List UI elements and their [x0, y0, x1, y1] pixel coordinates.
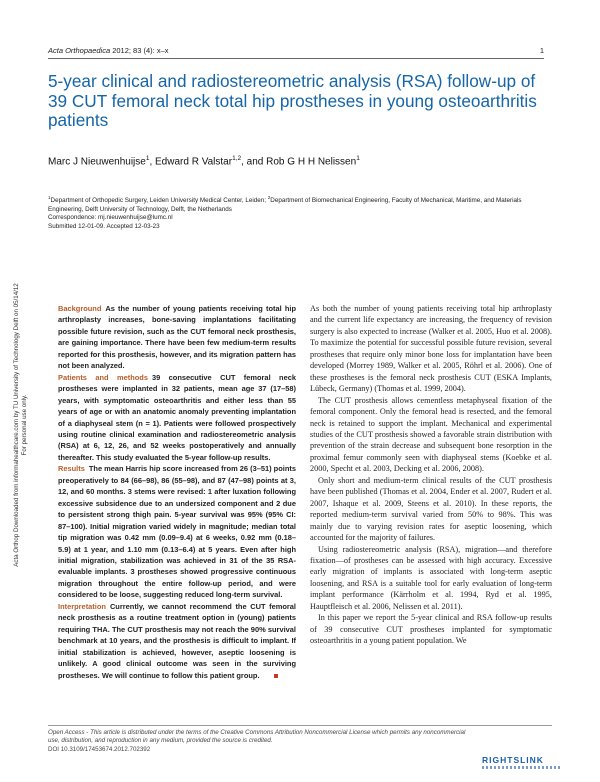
- methods-label: Patients and methods: [58, 372, 148, 382]
- author-2[interactable]: , Edward R Valstar: [149, 156, 233, 168]
- body-column: [310, 303, 552, 647]
- abstract-background: Background As the number of young patients receiving total hip arthroplasty increases, bone-saving implantations facilitating possible future revision, such as the CUT femoral neck prosthesis, are gaining importance. There have been few medium-term results reported for this prosthesis, however, and its migration pattern has not been analyzed.: [58, 304, 296, 371]
- article-title: 5-year clinical and radiostereometric analysis (RSA) follow-up of 39 CUT femoral neck total hip prostheses in young osteoarthritis patients: [48, 71, 537, 130]
- correspondence[interactable]: Correspondence: mj.nieuwenhuijse@lumc.nl: [48, 214, 173, 222]
- body-paragraph: As both the number of young patients receiving total hip arthroplasty and the current life expectancy are increasing, the frequency of revision surgery is also expected to increase (Walker et al. 2005, Huo et al. 2008). To maximize the potential for successful possible future revision, several prostheses that require only minor bone loss for implantation have been developed (Morrey 1989, Walker et al. 2005, Röhrl et al. 2006). One of these prostheses is the femoral neck prosthesis CUT (ESKA Implants, Lübeck, Germany) (Thomas et al. 1999, 2004).: [310, 304, 552, 394]
- body-paragraph: Only short and medium-term clinical results of the CUT prosthesis have been published (Thomas et al. 2004, Ender et al. 2007, Rudert et al. 2007, Ishaque et al. 2009, Steens et al. 2010). In these reports, the reported medium-term survival varied from 50% to 98%. This was mainly due to varying revision rates for aseptic loosening, which accounted for the majority of failures.: [310, 475, 552, 543]
- download-watermark: Acta Orthop Downloaded from informahealthcare.com by TU University of Technology Delft on 05/14/12 For personal use only.: [13, 283, 28, 567]
- footer-divider: [48, 725, 552, 726]
- journal-name: Acta Orthopaedica: [48, 46, 111, 55]
- open-access-note: Open Access - This article is distributed under the terms of the Creative Commons Attribution Noncommercial License which permits any noncommercial use, distribution, and reproduction in any medium, provided the source is credited.: [48, 729, 466, 745]
- background-label: Background: [58, 304, 102, 313]
- author-1-affil: 1: [145, 155, 150, 162]
- author-2-affil: 1,2: [232, 155, 242, 162]
- header-divider: [48, 58, 544, 59]
- abstract: [58, 303, 296, 681]
- author-3-affil: 1: [356, 155, 360, 162]
- body-paragraph: Using radiostereometric analysis (RSA), migration—and therefore fixation—of prostheses can be assessed with high accuracy. Excessive early migration of implants is associated with long-term aseptic loosening, and RSA is a suitable tool for early evaluation of long-term implant performance (Kärrholm et al. 1994, Ryd et al. 1995, Hauptfleisch et al. 2006, Nelissen et al. 2011).: [310, 544, 552, 611]
- affiliations: [48, 194, 548, 231]
- abstract-methods: Patients and methods 39 consecutive CUT femoral neck prostheses were implanted in 32 patients, mean age 37 (17–58) years, with symptomatic osteoarthritis and either less than 55 years of age or with an anatomic anomaly preventing implantation of a diaphyseal stem (n = 1). Patients were followed prospectively using routine clinical examination and radiostereometric analysis (RSA) at 6, 12, 26, and 52 weeks postoperatively and annually thereafter. This study evaluated the 5-year follow-up results.: [58, 372, 297, 462]
- author-3[interactable]: , and Rob G H H Nelissen: [241, 156, 357, 168]
- abstract-results: Results The mean Harris hip score increased from 26 (3–51) points preoperatively to 84 (66–98), 86 (55–98), and 87 (47–98) points at 3, 12, and 60 months. 3 stems were revised: 1 after luxation following excessive subsidence due to an undersized component and 2 due to persistent strong thigh pain. 5-year survival was 95% (95% CI: 87–100). Initial migration varied widely in magnitude; median total tip migration was 0.42 mm (0.09–9.4) at 6 weeks, 0.92 mm (0.18–5.9) at 1 year, and 1.10 mm (0.13–6.4) at 5 years. Even after high initial migration, stabilization was achieved in 31 of the 35 RSA-evaluable implants. 3 prostheses showed progressive continuous migration throughout the entire follow-up period, and were considered to be loose, suggesting reduced long-term survival.: [58, 464, 296, 600]
- journal-issue: 2012; 83 (4): x–x: [110, 46, 169, 55]
- doi-link[interactable]: DOI 10.3109/17453674.2012.702392: [48, 745, 151, 753]
- logo-underline: [482, 766, 560, 769]
- license-footer: [48, 729, 478, 754]
- submission-dates: Submitted 12-01-09. Accepted 12-03-23: [48, 222, 160, 230]
- interpretation-label: Interpretation: [58, 601, 106, 611]
- page-number: 1: [539, 46, 544, 55]
- affiliation-line: $^1$Department of Orthopedic Surgery, Leiden University Medical Center, Leiden; $^2$Department of Biomechanical Engineering, Faculty of Mechanical, Maritime, and Materials Engineering, Delft University of Technology, Delft, the Netherlands: [48, 195, 522, 213]
- author-1[interactable]: Marc J Nieuwenhuijse: [48, 156, 146, 168]
- body-paragraph: In this paper we report the 5-year clinical and RSA follow-up results of 39 consecutive CUT prostheses implanted for symptomatic osteoarthritis in a young patient population. We: [310, 613, 552, 646]
- running-head: [48, 46, 169, 55]
- author-list: [48, 155, 548, 167]
- results-label: Results: [58, 464, 85, 474]
- rightslink-logo[interactable]: RIGHTSLINK: [482, 755, 544, 765]
- body-paragraph: The CUT prosthesis allows cementless metaphyseal fixation of the femoral component. Only the femoral head is resected, and the femoral neck is retained to support the implant. Mechanical and experimental studies of the CUT prosthesis showed a favorable strain distribution with prevention of the strain decrease and subsequent bone resorption in the proximal femur commonly seen with diaphyseal stems (Koebke et al. 2000, Specht et al. 2003, Decking et al. 2006, 2008).: [310, 395, 552, 474]
- abstract-interpretation: Interpretation Currently, we cannot recommend the CUT femoral neck prosthesis as a routine treatment option in (young) patients requiring THA. The CUT prosthesis may not reach the 90% survival benchmark at 10 years, and the prosthesis is difficult to implant. If initial stabilization is achieved, however, aseptic loosening is unlikely. A good clinical outcome was seen in the surviving prostheses. We will continue to follow this patient group.: [58, 601, 296, 680]
- end-square-icon: [274, 674, 278, 678]
